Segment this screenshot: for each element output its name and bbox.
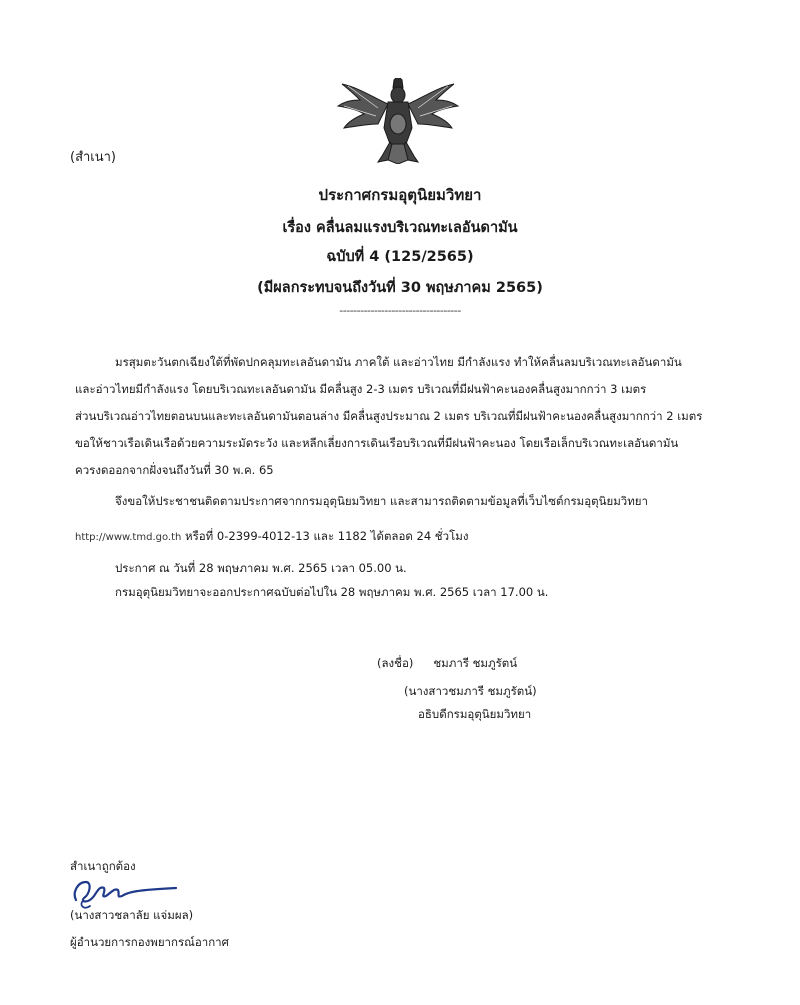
body-line-4: ขอให้ชาวเรือเดินเรือด้วยความระมัดระวัง และหลีกเลี่ยงการเดินเรือบริเวณที่มีฝนฟ้าคะนอง โดยเรือเล็กบริเวณทะเลอันดามัน (75, 436, 679, 450)
announced-date: ประกาศ ณ วันที่ 28 พฤษภาคม พ.ศ. 2565 เวลา 05.00 น. (115, 561, 407, 575)
certifier-position: ผู้อำนวยการกองพยากรณ์อากาศ (70, 935, 229, 949)
certifier-name: (นางสาวชลาลัย แจ่มผล) (70, 908, 194, 922)
certified-label: สำเนาถูกต้อง (70, 859, 136, 873)
garuda-emblem-icon (334, 78, 462, 164)
contact-line (75, 528, 468, 546)
page-title: ประกาศกรมอุตุนิยมวิทยา (318, 186, 482, 204)
handwritten-signature-icon (66, 872, 180, 912)
body-line-5: ควรงดออกจากฝั่งจนถึงวันที่ 30 พ.ค. 65 (75, 463, 274, 477)
signature-line (377, 655, 517, 673)
body-line-2: และอ่าวไทยมีกำลังแรง โดยบริเวณทะเลอันดามัน มีคลื่นสูง 2-3 เมตร บริเวณที่มีฝนฟ้าคะนองคลื่นสูงมากกว่า 3 เมตร (75, 382, 647, 396)
contact-phone-text: หรือที่ 0-2399-4012-13 และ 1182 ได้ตลอด 24 ชั่วโมง (181, 529, 469, 543)
subject-line: เรื่อง คลื่นลมแรงบริเวณทะเลอันดามัน (282, 220, 518, 236)
signed-name: ชมภารี ชมภูรัตน์ (433, 656, 518, 670)
next-issue-note: กรมอุตุนิยมวิทยาจะออกประกาศฉบับต่อไปใน 28 พฤษภาคม พ.ศ. 2565 เวลา 17.00 น. (115, 585, 549, 599)
signatory-position: อธิบดีกรมอุตุนิยมวิทยา (418, 707, 532, 721)
effective-until: (มีผลกระทบจนถึงวันที่ 30 พฤษภาคม 2565) (257, 280, 543, 296)
issue-number: ฉบับที่ 4 (125/2565) (326, 249, 474, 265)
body-line-3: ส่วนบริเวณอ่าวไทยตอนบนและทะเลอันดามันตอนล่าง มีคลื่นสูงประมาณ 2 เมตร บริเวณที่มีฝนฟ้าคะนองคลื่นสูงมากกว่า 2 เมตร (75, 409, 703, 423)
separator-line: ----------------------------------- (339, 304, 461, 317)
follow-instruction: จึงขอให้ประชาชนติดตามประกาศจากกรมอุตุนิยมวิทยา และสามารถติดตามข้อมูลที่เว็บไซต์กรมอุตุนิยมวิทยา (115, 494, 649, 508)
body-line-1: มรสุมตะวันตกเฉียงใต้ที่พัดปกคลุมทะเลอันดามัน ภาคใต้ และอ่าวไทย มีกำลังแรง ทำให้คลื่นลมบริเวณทะเลอันดามัน (115, 355, 682, 369)
website-link[interactable]: http://www.tmd.go.th (75, 532, 182, 543)
signed-label: (ลงชื่อ) (377, 656, 414, 670)
signatory-full-name: (นางสาวชมภารี ชมภูรัตน์) (404, 684, 537, 698)
copy-label: (สำเนา) (70, 150, 117, 165)
